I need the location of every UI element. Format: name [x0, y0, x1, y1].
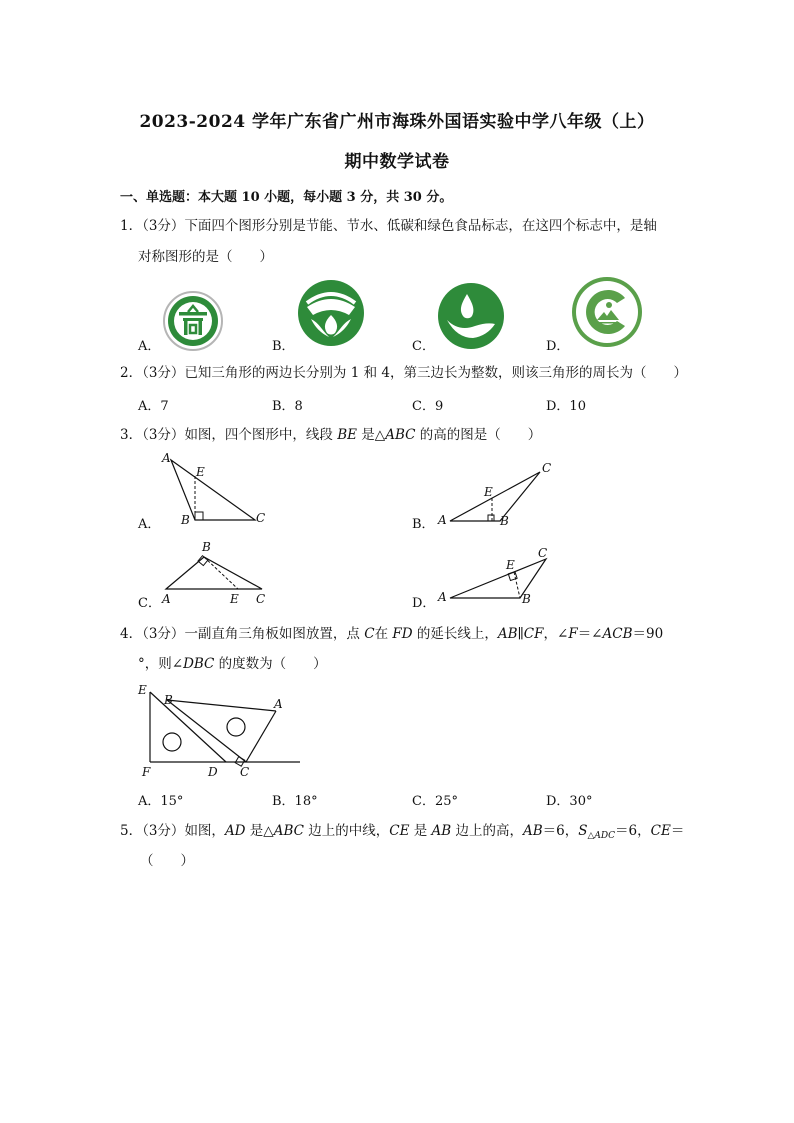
q4-figure: [134, 680, 304, 780]
var-ab: AB: [523, 823, 543, 839]
section-heading: 一、单选题：本大题 10 小题，每小题 3 分，共 30 分。: [120, 190, 453, 205]
label-c: C: [538, 546, 548, 560]
question-text: 是: [409, 823, 432, 839]
question-score: （3分）: [142, 365, 185, 381]
question-2: [120, 363, 687, 383]
question-4: [120, 624, 663, 644]
question-number: 3．: [120, 427, 143, 443]
question-text: ，∠: [543, 626, 569, 642]
label-e: E: [138, 683, 147, 697]
var-c: C: [364, 626, 375, 642]
q4-option-a[interactable]: A．15°: [138, 794, 184, 809]
question-number: 1．: [120, 218, 143, 234]
label-e: E: [196, 465, 205, 479]
q1-option-b[interactable]: B．: [272, 339, 295, 354]
question-5-line2: （ ）: [140, 853, 194, 869]
question-number: 2．: [120, 365, 143, 381]
label-c: C: [256, 511, 266, 525]
question-text: 一副直角三角板如图放置，点: [184, 626, 365, 642]
var-ad: AD: [224, 823, 246, 839]
label-e: E: [230, 592, 239, 606]
label-a: A: [274, 697, 283, 711]
question-text: ∥: [517, 626, 524, 642]
question-text: 边上的中线，: [303, 823, 390, 839]
exam-title-line1: 2023-2024 学年广东省广州市海珠外国语实验中学八年级（上）: [139, 112, 655, 132]
q4-option-c[interactable]: C．25°: [412, 794, 458, 809]
var-ce: CE: [650, 823, 671, 839]
label-b: B: [202, 540, 211, 554]
label-e: E: [484, 485, 493, 499]
exam-title-line2: 期中数学试卷: [344, 152, 450, 172]
q2-option-d[interactable]: D．10: [546, 399, 586, 414]
question-text: 如图，四个图形中，线段: [184, 427, 338, 443]
label-d: D: [208, 765, 218, 779]
q1-option-a[interactable]: A．: [138, 339, 161, 354]
q3-figure-c: [158, 537, 278, 609]
q2-option-c[interactable]: C．9: [412, 399, 444, 414]
q3-figure-d: [432, 543, 562, 609]
label-e: E: [506, 558, 515, 572]
question-number: 5．: [120, 823, 143, 839]
var-abc: ABC: [273, 823, 304, 839]
q3-figure-a: [155, 448, 275, 530]
question-1: [120, 216, 657, 236]
q2-option-a[interactable]: A．7: [138, 399, 169, 414]
label-a: A: [438, 590, 447, 604]
question-score: （3分）: [142, 626, 185, 642]
var-s: S: [578, 823, 588, 839]
question-1-line2: 对称图形的是（ ）: [138, 249, 273, 265]
label-c: C: [542, 461, 552, 475]
label-a: A: [162, 451, 171, 465]
question-text: 下面四个图形分别是节能、节水、低碳和绿色食品标志，在这四个标志中，是轴: [184, 218, 657, 234]
q2-option-b[interactable]: B．8: [272, 399, 303, 414]
subscript-adc: △ADC: [587, 831, 616, 841]
q1-option-d[interactable]: D．: [546, 339, 570, 354]
question-text: 已知三角形的两边长分别为 1 和 4，第三边长为整数，则该三角形的周长为（ ）: [184, 365, 687, 381]
q3-figure-b: [432, 458, 562, 530]
var-dbc: DBC: [183, 656, 215, 672]
label-c: C: [256, 592, 266, 606]
q3-option-c[interactable]: C．: [138, 596, 161, 611]
q3-option-a[interactable]: A．: [138, 517, 161, 532]
question-text: ＝6，: [615, 823, 651, 839]
question-3: [120, 425, 541, 445]
var-ab: AB: [431, 823, 452, 839]
question-text: ＝90: [632, 626, 664, 642]
question-text: 是△: [357, 427, 386, 443]
energy-saving-logo-icon: [162, 290, 224, 352]
q3-option-b[interactable]: B．: [412, 517, 435, 532]
label-b: B: [164, 693, 173, 707]
q3-option-d[interactable]: D．: [412, 596, 436, 611]
label-f: F: [142, 765, 151, 779]
question-text: ＝: [670, 823, 685, 839]
var-cf: CF: [523, 626, 544, 642]
question-text: 的度数为（ ）: [214, 656, 327, 672]
water-saving-logo-icon: [297, 279, 365, 347]
question-text: 的高的图是（ ）: [415, 427, 542, 443]
question-score: （3分）: [142, 823, 185, 839]
question-text: 如图，: [184, 823, 225, 839]
q4-option-d[interactable]: D．30°: [546, 794, 593, 809]
label-a: A: [438, 513, 447, 527]
low-carbon-logo-icon: [437, 282, 505, 350]
var-be: BE: [337, 427, 358, 443]
question-text: 边上的高，: [451, 823, 523, 839]
label-a: A: [162, 592, 171, 606]
question-score: （3分）: [142, 427, 185, 443]
q4-option-b[interactable]: B．18°: [272, 794, 318, 809]
label-b: B: [500, 514, 509, 528]
question-5: [120, 821, 684, 846]
var-ce: CE: [389, 823, 410, 839]
question-score: （3分）: [142, 218, 185, 234]
var-f: F: [568, 626, 578, 642]
var-acb: ACB: [602, 626, 633, 642]
label-c: C: [240, 765, 250, 779]
question-text: 是△: [245, 823, 274, 839]
question-4-line2: [138, 654, 327, 674]
green-food-logo-icon: [571, 276, 643, 348]
question-text: ＝∠: [577, 626, 603, 642]
question-text: 的延长线上，: [412, 626, 498, 642]
question-number: 4．: [120, 626, 143, 642]
question-text: °，则∠: [138, 656, 184, 672]
label-b: B: [181, 513, 190, 527]
question-text: ＝6，: [542, 823, 579, 839]
question-text: 在: [374, 626, 393, 642]
var-ab: AB: [497, 626, 518, 642]
var-abc: ABC: [385, 427, 416, 443]
q1-option-c[interactable]: C．: [412, 339, 435, 354]
label-b: B: [522, 592, 531, 606]
var-fd: FD: [392, 626, 413, 642]
